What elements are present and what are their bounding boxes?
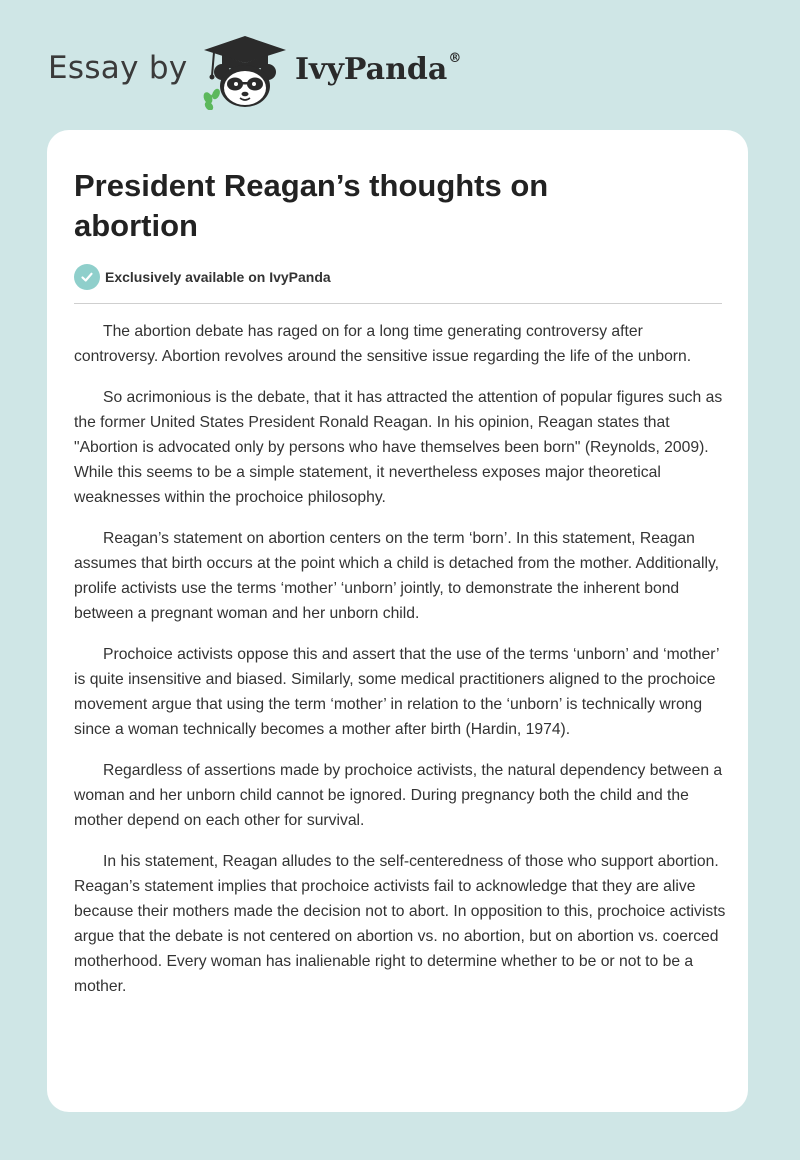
essay-by-label: Essay by <box>48 50 188 86</box>
brand-name[interactable]: IvyPanda® <box>295 51 462 87</box>
essay-body <box>74 319 726 1015</box>
exclusive-badge <box>74 264 331 290</box>
paragraph: Regardless of assertions made by prochoice activists, the natural dependency between a woman and her unborn child cannot be ignored. During pregnancy both the child and the mother depend on each other for survival. <box>74 762 723 829</box>
essay-card <box>47 130 748 1112</box>
panda-graduation-cap-icon[interactable] <box>200 32 290 110</box>
paragraph: Prochoice activists oppose this and assert that the use of the terms ‘unborn’ and ‘mother’ is quite insensitive and biased. Similarly, some medical practitioners aligned to the prochoice movement argue that using the term ‘mother’ in relation to the ‘unborn’ is technically wrong since a woman technically becomes a mother after birth (Hardin, 1974). <box>74 646 719 738</box>
essay-title: President Reagan’s thoughts on abortion <box>74 168 549 243</box>
exclusive-label: Exclusively available on IvyPanda <box>105 269 331 285</box>
divider <box>74 303 722 304</box>
paragraph: The abortion debate has raged on for a long time generating controversy after controversy. Abortion revolves around the sensitive issue regarding the life of the unborn. <box>74 323 692 365</box>
check-circle-icon <box>74 264 100 290</box>
paragraph: Reagan’s statement on abortion centers on the term ‘born’. In this statement, Reagan assumes that birth occurs at the point which a child is detached from the mother. Additionally, prolife activists use the terms ‘mother’ ‘unborn’ jointly, to demonstrate the inherent bond between a pregnant woman and her unborn child. <box>74 530 719 622</box>
paragraph: So acrimonious is the debate, that it has attracted the attention of popular figures such as the former United States President Ronald Reagan. In his opinion, Reagan states that "Abortion is advocated only by persons who have themselves been born" (Reynolds, 2009). While this seems to be a simple statement, it nevertheless exposes major theoretical weaknesses within the prochoice philosophy. <box>74 389 723 506</box>
site-header <box>0 0 800 130</box>
paragraph: In his statement, Reagan alludes to the self-centeredness of those who support abortion. Reagan’s statement implies that prochoice activists fail to acknowledge that they are alive because their mothers made the decision not to abort. In opposition to this, prochoice activists argue that the debate is not centered on abortion vs. no abortion, but on abortion vs. coerced motherhood. Every woman has inalienable right to determine whether to be or not to be a mother. <box>74 853 726 995</box>
